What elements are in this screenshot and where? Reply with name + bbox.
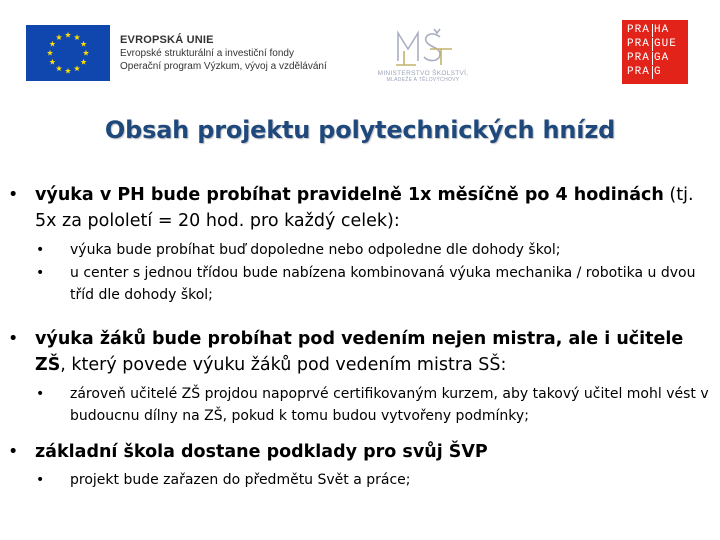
eu-stars	[26, 25, 110, 81]
msmt-logo	[368, 27, 478, 89]
eu-star-icon	[83, 50, 89, 56]
bullet-glyph: •	[8, 329, 19, 349]
bullet-lead: výuka žáků bude probíhat pod vedením nejen mistra, ale i učitele ZŠ	[35, 329, 684, 375]
eu-star-icon	[74, 65, 80, 71]
eu-star-icon	[47, 50, 53, 56]
bullet-lead: základní škola dostane podklady pro svůj ŠVP	[35, 442, 488, 462]
praha-cell-right: G	[654, 66, 662, 78]
sub-bullet-item	[36, 239, 716, 261]
praha-separator	[652, 66, 653, 79]
sub-bullet-item	[36, 262, 716, 306]
praha-separator	[652, 24, 653, 37]
slide-title: Obsah projektu polytechnických hnízd	[104, 116, 616, 144]
eu-line-1: Evropské strukturální a investiční fondy	[120, 48, 294, 59]
eu-star-icon	[81, 59, 87, 65]
eu-logo	[26, 25, 327, 81]
sub-bullet-glyph: •	[36, 472, 45, 488]
praha-cell-right: GA	[654, 52, 670, 64]
praha-cell-right: GUE	[654, 38, 677, 50]
bullet-text	[35, 182, 708, 234]
bullet-item	[8, 182, 708, 234]
praha-logo	[622, 20, 688, 84]
sub-bullet-item	[36, 469, 716, 491]
bullet-lead: výuka v PH bude probíhat pravidelně 1x měsíčně po 4 hodinách	[35, 185, 664, 205]
sub-bullet-text: projekt bude zařazen do předmětu Svět a práce;	[70, 472, 411, 488]
sub-bullet-glyph: •	[36, 242, 45, 258]
bullet-glyph: •	[8, 442, 19, 462]
msmt-caption	[368, 70, 478, 84]
eu-text-block	[120, 34, 327, 73]
praha-wordmark	[627, 24, 683, 79]
sub-bullet-text: u center s jednou třídou bude nabízena kombinovaná výuka mechanika / robotika u dvou tříd dle dohody škol;	[70, 265, 696, 303]
msmt-caption-line-2: MLÁDEŽE A TĚLOVÝCHOVY	[386, 77, 460, 83]
praha-separator	[652, 52, 653, 65]
bullet-text	[35, 439, 708, 465]
praha-cell-left: PRA	[627, 38, 650, 50]
sub-bullet-text: zároveň učitelé ZŠ projdou napoprvé certifikovaným kurzem, aby takový učitel mohl vést v budoucnu dílny na ZŠ, pokud k tomu budou vytvořeny podmínky;	[70, 386, 709, 424]
bullet-glyph: •	[8, 185, 19, 205]
bullet-item	[8, 326, 708, 378]
logo-bar	[0, 0, 720, 110]
praha-cell-left: PRA	[627, 66, 650, 78]
sub-bullet-glyph: •	[36, 265, 45, 281]
eu-flag-icon	[26, 25, 110, 81]
praha-separator	[652, 38, 653, 51]
bullet-item	[8, 439, 708, 465]
eu-line-2: Operační program Výzkum, vývoj a vzdělávání	[120, 61, 327, 72]
eu-star-icon	[56, 65, 62, 71]
bullet-rest: (tj. 5x za pololetí = 20 hod. pro každý celek):	[35, 185, 694, 231]
praha-cell-left: PRA	[627, 52, 650, 64]
bullet-text	[35, 326, 708, 378]
msmt-caption-line-1: MINISTERSTVO ŠKOLSTVÍ,	[377, 70, 469, 77]
eu-title: EVROPSKÁ UNIE	[120, 34, 214, 46]
bullet-rest: , který povede výuku žáků pod vedením mistra SŠ:	[60, 355, 507, 375]
eu-star-icon	[81, 41, 87, 47]
eu-star-icon	[65, 68, 71, 74]
msmt-emblem-icon	[394, 27, 454, 67]
sub-bullet-glyph: •	[36, 386, 45, 402]
eu-star-icon	[56, 34, 62, 40]
eu-star-icon	[65, 32, 71, 38]
eu-star-icon	[49, 41, 55, 47]
praha-cell-left: PRA	[627, 24, 650, 36]
eu-star-icon	[49, 59, 55, 65]
praha-cell-right: HA	[654, 24, 670, 36]
sub-bullet-item	[36, 383, 716, 427]
sub-bullet-text: výuka bude probíhat buď dopoledne nebo odpoledne dle dohody škol;	[70, 242, 561, 258]
eu-star-icon	[74, 34, 80, 40]
